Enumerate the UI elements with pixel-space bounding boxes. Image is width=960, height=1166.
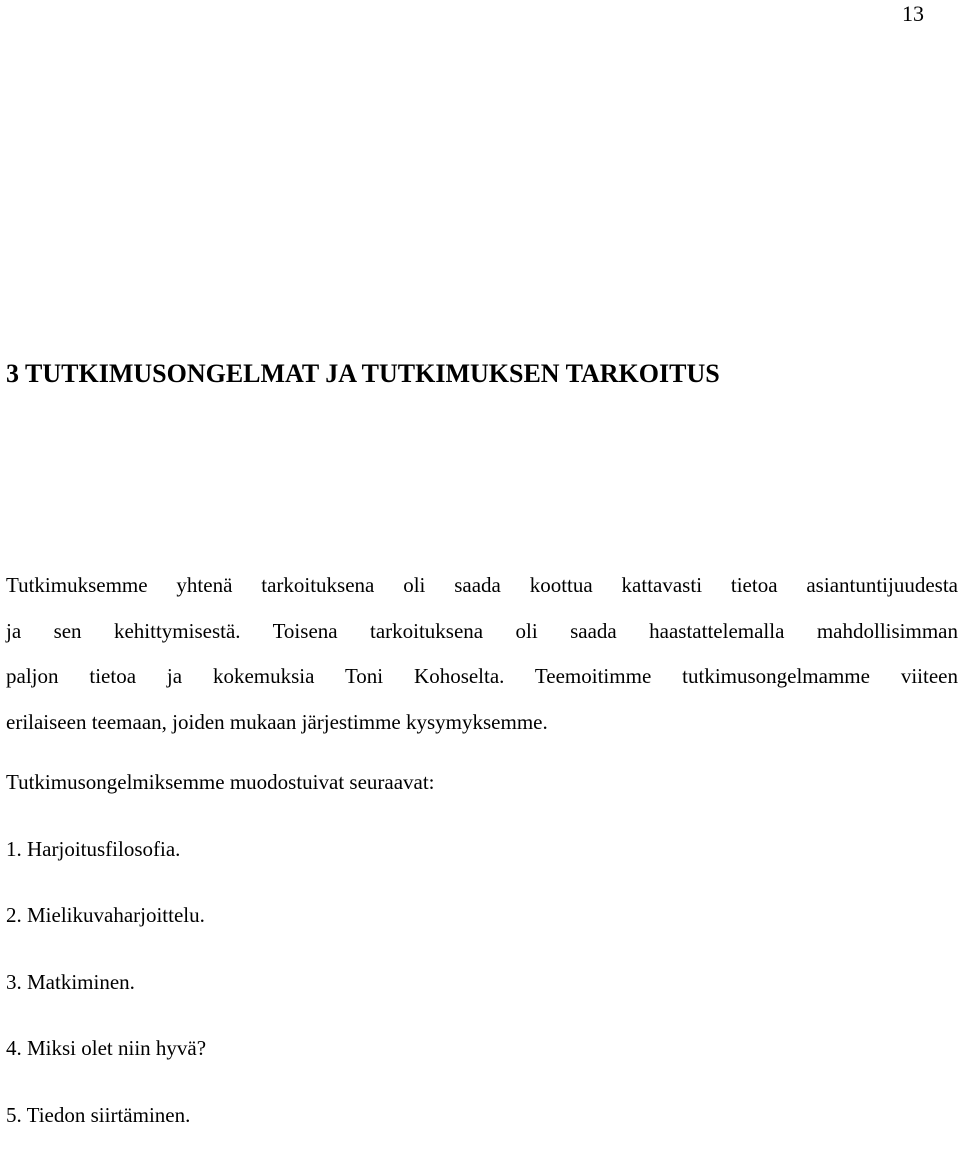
list-item: 2. Mielikuvaharjoittelu. xyxy=(6,903,205,928)
list-item: 5. Tiedon siirtäminen. xyxy=(6,1102,191,1127)
chapter-heading: 3 TUTKIMUSONGELMAT JA TUTKIMUKSEN TARKOITUS xyxy=(6,359,720,388)
list-item: 3. Matkiminen. xyxy=(6,969,135,994)
paragraph-line: erilaiseen teemaan, joiden mukaan järjestimme kysymyksemme. xyxy=(6,709,548,734)
page-number: 13 xyxy=(902,1,924,26)
research-question-list xyxy=(6,834,206,1166)
paragraph-line: paljon tietoa ja kokemuksia Toni Kohoselta. Teemoitimme tutkimusongelmamme viiteen xyxy=(6,664,958,688)
list-item: 1. Harjoitusfilosofia. xyxy=(6,837,181,861)
list-intro: Tutkimusongelmiksemme muodostuivat seuraavat: xyxy=(6,770,435,794)
paragraph-line: Tutkimuksemme yhtenä tarkoituksena oli saada koottua kattavasti tietoa asiantuntijuudesta xyxy=(6,573,958,597)
paragraph-line: ja sen kehittymisestä. Toisena tarkoituksena oli saada haastattelemalla mahdollisimman xyxy=(6,618,958,643)
list-item: 4. Miksi olet niin hyvä? xyxy=(6,1036,207,1061)
body-paragraph xyxy=(6,563,958,745)
